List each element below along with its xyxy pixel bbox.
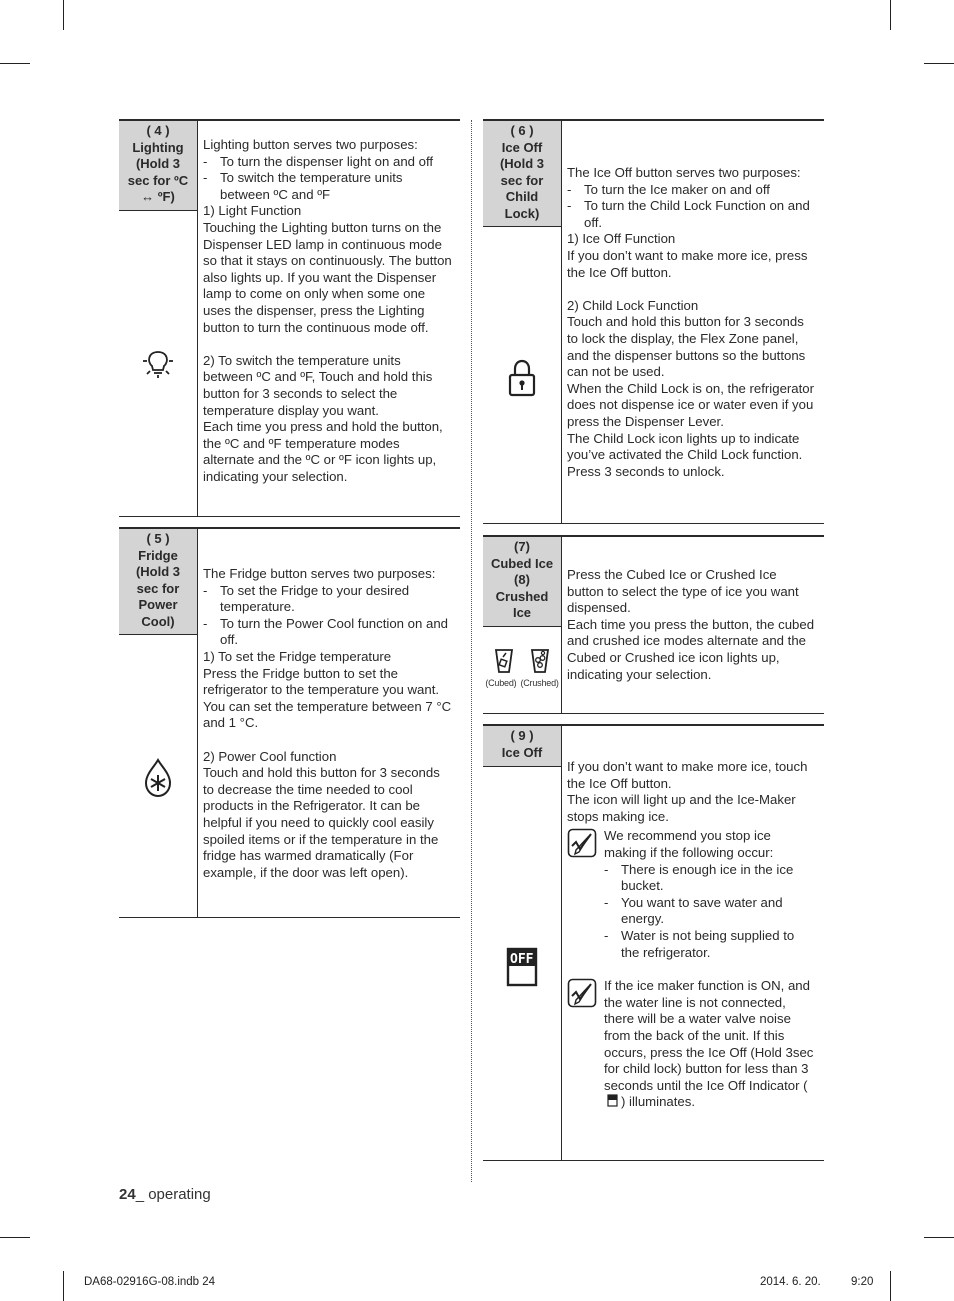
crop-mark <box>63 0 64 30</box>
caption-crushed: (Crushed) <box>520 678 559 688</box>
caption-cubed: (Cubed) <box>485 678 517 688</box>
note-water-valve <box>567 978 816 1111</box>
crushed-ice-icon <box>529 647 551 675</box>
slug-file: DA68-02916G-08.indb 24 <box>84 1276 216 1288</box>
paragraph: 1) To set the Fridge temperature <box>203 648 392 664</box>
slug-time: 9:20 <box>851 1276 874 1288</box>
paragraph: If you don’t want to make more ice, touch the Ice Off button. <box>567 759 808 791</box>
table-lighting <box>119 119 460 517</box>
paragraph: The icon will light up and the Ice-Maker stops making ice. <box>567 792 796 824</box>
button-label-ice-off-child-lock: ( 6 ) Ice Off (Hold 3 sec for Child Lock) <box>483 121 561 227</box>
cubed-ice-icon <box>493 647 515 675</box>
paragraph: Each time you press and hold the button, the ºC and ºF temperature modes alternate and the ºC or ºF icon lights up, indicating your selection. <box>203 419 443 484</box>
note-list-item: - You want to save water and energy. <box>604 894 783 927</box>
paragraph-gap <box>203 336 452 353</box>
crop-mark <box>63 1271 64 1301</box>
column-divider <box>471 120 472 1182</box>
table-fridge <box>119 527 460 918</box>
crop-mark <box>924 63 954 64</box>
note-pencil-icon <box>567 828 597 858</box>
paragraph: 1) Light Function <box>203 203 302 219</box>
button-label-fridge: ( 5 ) Fridge (Hold 3 sec for Power Cool) <box>119 529 197 635</box>
crop-mark <box>890 0 891 30</box>
table-ice-off <box>483 724 824 1161</box>
description-cubed-crushed-ice <box>567 567 816 683</box>
paragraph: Press the Cubed Ice or Crushed Ice button to select the type of ice you want dispensed. <box>567 567 799 616</box>
paragraph: Touch and hold this button for 3 seconds to lock the display, the Flex Zone panel, and the dispenser buttons so the buttons can not be used. <box>567 314 806 380</box>
paragraph: 2) Power Cool function <box>203 748 337 764</box>
bullet-item: - To turn the Ice maker on and off <box>567 181 770 197</box>
paragraph: The Child Lock icon lights up to indicate you’ve activated the Child Lock function. <box>567 430 803 463</box>
paragraph: The Fridge button serves two purposes: <box>203 566 436 581</box>
paragraph: 2) Child Lock Function <box>567 297 699 313</box>
section-name: _ operating <box>135 1186 211 1203</box>
paragraph: Touch and hold this button for 3 seconds to decrease the time needed to cool products in the Refrigerator. It can be helpful if you need to quickly cool easily spoiled items or if the temperature in the fridge has warmed dramatically (For example, if the door was left open). <box>203 765 440 880</box>
paragraph: Lighting button serves two purposes: <box>203 137 418 152</box>
paragraph: Press 3 seconds to unlock. <box>567 463 725 479</box>
paragraph: If you don’t want to make more ice, press the Ice Off button. <box>567 247 808 280</box>
button-label-ice-off: ( 9 ) Ice Off <box>483 726 561 767</box>
bullet-item: - To turn the dispenser light on and off <box>203 153 434 169</box>
table-cubed-crushed-ice <box>483 535 824 714</box>
note-list-item: - There is enough ice in the ice bucket. <box>604 861 794 894</box>
paragraph: 1) Ice Off Function <box>567 231 676 247</box>
note-recommend <box>567 828 816 961</box>
note2-text-a: If the ice maker function is ON, and the water line is not connected, there will be a water valve noise from the back of the unit. If this occurs, press the Ice Off (Hold 3sec for child lock) button for less than 3 seconds until the Ice Off Indicator ( <box>604 978 814 1093</box>
paragraph-gap <box>567 281 816 298</box>
table-ice-off-child-lock <box>483 119 824 524</box>
paragraph: Each time you press the button, the cubed and crushed ice modes alternate and the Cubed or Crushed ice icon lights up, indicating your selection. <box>567 616 815 682</box>
light-bulb-icon <box>119 344 197 384</box>
description-ice-off-child-lock <box>567 165 816 480</box>
note2-text-b: ) illuminates. <box>621 1094 696 1110</box>
description-lighting <box>203 137 452 485</box>
power-cool-drop-icon <box>119 757 197 799</box>
ice-off-icon <box>483 947 561 987</box>
padlock-icon <box>483 359 561 397</box>
crop-mark <box>924 1237 954 1238</box>
slug-date: 2014. 6. 20. <box>760 1276 821 1288</box>
button-label-cubed-crushed-ice: (7) Cubed Ice (8) Crushed Ice <box>483 537 561 627</box>
svg-text:OFF: OFF <box>510 952 534 967</box>
crop-mark <box>0 63 30 64</box>
bullet-item: - To switch the temperature units between ºC and ºF <box>203 170 403 202</box>
description-fridge <box>203 566 452 881</box>
bullet-item: - To set the Fridge to your desired temperature. <box>203 582 410 615</box>
crop-mark <box>0 1237 30 1238</box>
page-footer <box>119 1186 211 1203</box>
note-list-item: - Water is not being supplied to the refrigerator. <box>604 927 795 960</box>
ice-off-indicator-icon <box>607 1094 618 1107</box>
bullet-item: - To turn the Power Cool function on and off. <box>203 615 448 648</box>
paragraph: Touching the Lighting button turns on the Dispenser LED lamp in continuous mode so that it stays on continuously. The button also lights up. If you want the Dispenser lamp to come on only when some one uses the dispenser, press the Lighting button to turn the continuous mode off. <box>203 219 452 335</box>
button-label-lighting: ( 4 ) Lighting (Hold 3 sec for ºC ↔ ºF) <box>119 121 197 211</box>
note-pencil-icon <box>567 978 597 1008</box>
paragraph: When the Child Lock is on, the refrigerator does not dispense ice or water even if you press the Dispenser Lever. <box>567 380 815 429</box>
page-number: 24 <box>119 1186 136 1203</box>
crop-mark <box>890 1271 891 1301</box>
paragraph: Press the Fridge button to set the refrigerator to the temperature you want. You can set the temperature between 7 °C and 1 °C. <box>203 665 452 731</box>
paragraph: 2) To switch the temperature units between ºC and ºF, Touch and hold this button for 3 seconds to select the temperature display you want. <box>203 352 433 418</box>
paragraph: The Ice Off button serves two purposes: <box>567 165 801 180</box>
description-ice-off <box>567 759 816 1111</box>
paragraph-gap <box>203 732 452 749</box>
note-intro: We recommend you stop ice making if the following occur: <box>604 828 774 860</box>
bullet-item: - To turn the Child Lock Function on and off. <box>567 198 810 230</box>
cubed-crushed-ice-icon <box>483 647 561 688</box>
